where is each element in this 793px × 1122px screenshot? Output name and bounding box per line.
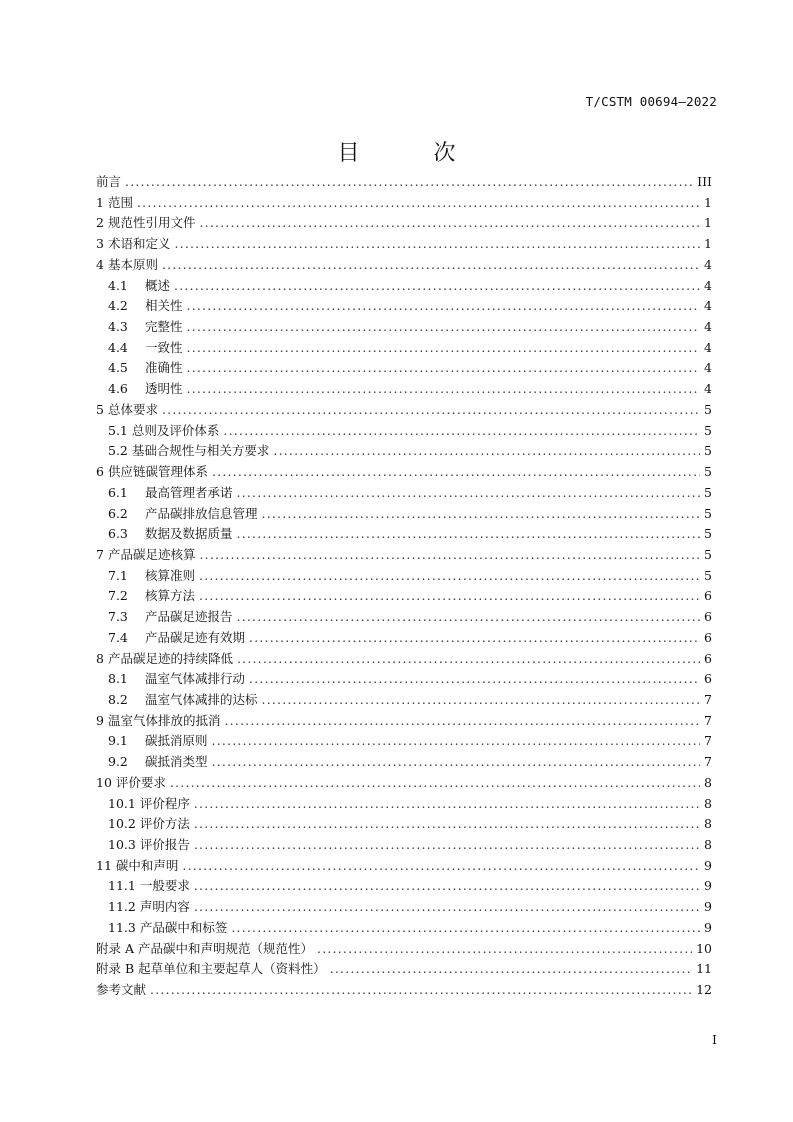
toc-entry-number: 10.1 — [108, 795, 136, 811]
toc-entry-label — [108, 483, 233, 504]
toc-entry-number: 10.2 — [108, 816, 136, 832]
toc-entry-number: 7.3 — [108, 609, 128, 625]
toc-entry-title: 碳抵消类型 — [145, 754, 208, 770]
toc-entry-label — [108, 441, 269, 462]
toc-entry-label — [96, 980, 146, 1001]
toc-entry-number: 6.3 — [108, 526, 128, 542]
toc-entry-page: 11 — [696, 961, 712, 977]
toc-entry-number: 9.1 — [108, 733, 128, 749]
toc-entry-number: 4.2 — [108, 298, 128, 314]
toc-entry-page: 5 — [704, 464, 712, 480]
toc-dot-leader — [237, 524, 701, 545]
toc-entry-page: 4 — [704, 339, 712, 355]
toc-entry-title: 产品碳足迹核算 — [107, 546, 196, 562]
toc-dot-leader — [194, 897, 700, 918]
toc-entry-number: 9 — [96, 712, 104, 728]
toc-entry[interactable] — [96, 669, 712, 690]
toc-entry[interactable] — [96, 421, 712, 442]
toc-entry-title: 总体要求 — [107, 401, 158, 417]
toc-entry-label — [96, 172, 121, 193]
toc-entry[interactable] — [96, 897, 712, 918]
toc-dot-leader — [182, 856, 700, 877]
toc-dot-leader — [249, 669, 700, 690]
toc-entry-label — [108, 876, 190, 897]
toc-entry-page: 5 — [704, 505, 712, 521]
toc-entry-page: 8 — [704, 774, 712, 790]
toc-dot-leader — [249, 628, 700, 649]
toc-entry-title: 供应链碳管理体系 — [107, 464, 208, 480]
toc-entry-title: 温室气体减排行动 — [145, 671, 246, 687]
toc-entry-number: 4 — [96, 256, 104, 272]
toc-entry-label — [96, 649, 233, 670]
toc-entry-number: 7 — [96, 546, 104, 562]
toc-entry-label — [108, 607, 233, 628]
toc-entry[interactable] — [96, 193, 712, 214]
toc-entry-number: 4.3 — [108, 319, 128, 335]
toc-entry[interactable] — [96, 690, 712, 711]
toc-entry[interactable] — [96, 545, 712, 566]
toc-dot-leader — [187, 317, 701, 338]
toc-dot-leader — [199, 213, 700, 234]
toc-entry-label — [108, 669, 245, 690]
toc-entry-label — [108, 918, 227, 939]
toc-entry-page: 5 — [704, 443, 712, 459]
toc-entry[interactable] — [96, 504, 712, 525]
toc-entry-page: 9 — [704, 857, 712, 873]
toc-entry-label — [96, 939, 313, 960]
toc-entry-page: 12 — [696, 982, 712, 998]
toc-entry-number: 1 — [96, 194, 104, 210]
toc-entry[interactable] — [96, 400, 712, 421]
toc-entry-title: 术语和定义 — [107, 236, 171, 252]
toc-entry-title: 完整性 — [145, 319, 183, 335]
toc-entry-page: 6 — [704, 650, 712, 666]
toc-entry-label — [96, 856, 178, 877]
toc-entry[interactable] — [96, 317, 712, 338]
toc-entry-title: 碳抵消原则 — [145, 733, 208, 749]
toc-dot-leader — [212, 752, 701, 773]
toc-dot-leader — [125, 172, 693, 193]
toc-entry[interactable] — [96, 234, 712, 255]
toc-entry-number: 4.6 — [108, 381, 128, 397]
toc-entry-page: 7 — [704, 691, 712, 707]
toc-entry-page: 8 — [704, 816, 712, 832]
toc-dot-leader — [194, 876, 700, 897]
toc-entry-number: 10 — [96, 774, 112, 790]
toc-dot-leader — [187, 379, 701, 400]
toc-entry-title: 碳中和声明 — [115, 857, 179, 873]
toc-entry-label — [108, 690, 258, 711]
toc-entry[interactable] — [96, 628, 712, 649]
toc-entry-number: 5.1 — [108, 422, 128, 438]
toc-entry-page: 4 — [704, 360, 712, 376]
toc-entry-number: 8.2 — [108, 691, 128, 707]
toc-entry-title: 准确性 — [145, 360, 183, 376]
toc-entry-title: 一致性 — [145, 339, 183, 355]
toc-dot-leader — [262, 504, 701, 525]
toc-entry-title: 产品碳足迹有效期 — [145, 629, 246, 645]
toc-entry[interactable] — [96, 483, 712, 504]
toc-entry-page: 9 — [704, 899, 712, 915]
toc-entry-number: 8 — [96, 650, 104, 666]
toc-entry[interactable] — [96, 607, 712, 628]
toc-entry-title: 声明内容 — [139, 899, 190, 915]
toc-dot-leader — [317, 939, 692, 960]
toc-entry-page: 5 — [704, 484, 712, 500]
toc-entry[interactable] — [96, 566, 712, 587]
toc-entry-page: 4 — [704, 298, 712, 314]
toc-entry-label — [108, 566, 195, 587]
toc-entry-title: 最高管理者承诺 — [145, 484, 233, 500]
toc-entry[interactable] — [96, 255, 712, 276]
toc-entry-number: 10.3 — [108, 837, 136, 852]
toc-entry-label — [108, 358, 183, 379]
toc-dot-leader — [212, 731, 701, 752]
toc-entry-page: 5 — [704, 422, 712, 438]
toc-dot-leader — [187, 358, 701, 379]
toc-entry-page: 9 — [704, 878, 712, 894]
toc-entry-number: 4.5 — [108, 360, 128, 376]
toc-entry[interactable] — [96, 794, 712, 815]
toc-dot-leader — [212, 462, 700, 483]
toc-entry[interactable] — [96, 959, 712, 980]
toc-entry-page: 4 — [704, 319, 712, 335]
toc-entry-title: 总则及评价体系 — [131, 422, 220, 438]
toc-entry-label — [108, 504, 258, 525]
toc-dot-leader — [150, 980, 692, 1001]
toc-entry-page: 5 — [704, 546, 712, 562]
toc-entry-label — [96, 400, 158, 421]
toc-entry-page: 7 — [704, 754, 712, 770]
toc-entry-label — [108, 731, 208, 752]
toc-entry[interactable] — [96, 980, 712, 1001]
toc-entry-title: 规范性引用文件 — [107, 215, 196, 231]
toc-entry-title: 产品碳中和声明规范（规范性） — [138, 940, 314, 956]
toc-entry-title: 数据及数据质量 — [145, 526, 233, 542]
toc-entry-number: 11.2 — [108, 899, 136, 915]
toc-entry-label — [108, 338, 183, 359]
toc-entry-page: 7 — [704, 733, 712, 749]
toc-entry-title: 产品碳足迹的持续降低 — [107, 650, 233, 666]
toc-entry[interactable] — [96, 649, 712, 670]
toc-entry-number: 3 — [96, 236, 104, 252]
toc-entry-label — [108, 752, 208, 773]
toc-entry-number: 2 — [96, 215, 104, 231]
toc-entry-number: 7.4 — [108, 629, 128, 645]
toc-entry[interactable] — [96, 918, 712, 939]
toc-entry-page: 6 — [704, 609, 712, 625]
toc-entry[interactable] — [96, 441, 712, 462]
toc-dot-leader — [237, 607, 701, 628]
toc-entry[interactable] — [96, 338, 712, 359]
toc-entry-label — [108, 794, 190, 815]
toc-entry[interactable] — [96, 213, 712, 234]
toc-entry-number: 附录 A — [96, 940, 135, 956]
toc-entry-title: 基础合规性与相关方要求 — [131, 443, 270, 459]
toc-entry-label — [96, 959, 326, 980]
toc-entry-title: 评价方法 — [139, 816, 190, 832]
toc-entry[interactable] — [96, 856, 712, 877]
toc-dot-leader — [174, 234, 700, 255]
toc-entry-title: 评价程序 — [139, 795, 190, 811]
toc-dot-leader — [194, 835, 700, 856]
toc-entry-page: 5 — [704, 526, 712, 542]
toc-entry-label — [108, 814, 190, 835]
toc-entry-title: 核算准则 — [145, 567, 196, 583]
toc-entry[interactable] — [96, 379, 712, 400]
toc-entry-number: 附录 B — [96, 961, 135, 977]
toc-entry-title: 参考文献 — [96, 982, 147, 998]
toc-entry[interactable] — [96, 524, 712, 545]
toc-dot-leader — [231, 918, 700, 939]
toc-dot-leader — [170, 773, 700, 794]
toc-entry-title: 产品碳足迹报告 — [145, 609, 233, 625]
toc-entry-title: 前言 — [96, 174, 122, 189]
toc-dot-leader — [262, 690, 701, 711]
toc-dot-leader — [237, 483, 701, 504]
toc-entry-number: 5 — [96, 401, 104, 417]
toc-entry-page: 4 — [704, 256, 712, 272]
toc-entry[interactable] — [96, 462, 712, 483]
toc-entry[interactable] — [96, 731, 712, 752]
toc-entry-number: 4.1 — [108, 277, 128, 293]
toc-entry[interactable] — [96, 752, 712, 773]
toc-entry-label — [96, 545, 195, 566]
toc-entry-page: 7 — [704, 712, 712, 728]
toc-dot-leader — [162, 255, 700, 276]
toc-dot-leader — [194, 794, 700, 815]
toc-entry-page: 6 — [704, 671, 712, 687]
toc-dot-leader — [273, 441, 700, 462]
toc-entry-page: 10 — [696, 940, 712, 956]
toc-entry-page: 1 — [704, 236, 712, 252]
toc-entry[interactable] — [96, 939, 712, 960]
toc-entry-page: 6 — [704, 588, 712, 604]
toc-entry-label — [96, 255, 158, 276]
toc-entry-title: 评价要求 — [115, 774, 166, 790]
document-code: T/CSTM 00694—2022 — [585, 94, 717, 109]
toc-entry-page: 1 — [704, 194, 712, 210]
toc-entry-label — [96, 711, 220, 732]
toc-entry[interactable] — [96, 586, 712, 607]
table-of-contents — [96, 172, 712, 1001]
toc-dot-leader — [224, 711, 700, 732]
toc-entry-title: 范围 — [107, 194, 133, 210]
toc-entry-number: 7.1 — [108, 567, 128, 583]
toc-entry[interactable] — [96, 773, 712, 794]
toc-dot-leader — [194, 814, 700, 835]
toc-entry-label — [108, 379, 183, 400]
toc-entry-page: 8 — [704, 795, 712, 811]
toc-entry[interactable] — [96, 814, 712, 835]
toc-entry-title: 评价报告 — [139, 837, 190, 852]
toc-entry-number: 5.2 — [108, 443, 128, 459]
toc-entry-page: 5 — [704, 567, 712, 583]
toc-entry-number: 6.1 — [108, 484, 128, 500]
toc-entry-title: 产品碳中和标签 — [139, 919, 228, 935]
toc-entry[interactable] — [96, 876, 712, 897]
toc-entry-label — [96, 234, 170, 255]
toc-entry-number: 4.4 — [108, 339, 128, 355]
toc-entry-label — [96, 462, 208, 483]
toc-entry-title: 相关性 — [145, 298, 183, 314]
toc-entry-page: 1 — [704, 215, 712, 231]
toc-entry-page: III — [697, 174, 712, 189]
toc-entry-label — [108, 586, 195, 607]
toc-entry-label — [108, 317, 183, 338]
toc-entry-number: 9.2 — [108, 754, 128, 770]
toc-entry-label — [108, 628, 245, 649]
toc-entry-page: 8 — [704, 837, 712, 852]
toc-entry-title: 透明性 — [145, 381, 183, 397]
toc-entry-label — [108, 835, 190, 856]
toc-entry-label — [108, 897, 190, 918]
toc-entry-number: 6 — [96, 464, 104, 480]
toc-dot-leader — [137, 193, 700, 214]
toc-entry-label — [96, 773, 166, 794]
toc-entry-number: 7.2 — [108, 588, 128, 604]
page-number: I — [712, 1032, 717, 1047]
toc-entry[interactable] — [96, 711, 712, 732]
toc-dot-leader — [330, 959, 692, 980]
toc-entry[interactable] — [96, 276, 712, 297]
toc-entry-page: 9 — [704, 919, 712, 935]
toc-entry[interactable] — [96, 835, 712, 856]
toc-dot-leader — [199, 586, 700, 607]
toc-entry-page: 5 — [704, 401, 712, 417]
toc-entry-title: 温室气体减排的达标 — [145, 691, 258, 707]
toc-dot-leader — [187, 338, 701, 359]
toc-dot-leader — [174, 276, 700, 297]
toc-entry-label — [96, 193, 133, 214]
page-title: 目 次 — [337, 141, 482, 166]
toc-dot-leader — [162, 400, 700, 421]
toc-entry-title: 一般要求 — [139, 878, 190, 894]
toc-entry-number: 8.1 — [108, 671, 128, 687]
toc-entry-title: 起草单位和主要起草人（资料性） — [138, 961, 326, 977]
toc-entry-label — [96, 213, 195, 234]
toc-entry-number: 6.2 — [108, 505, 128, 521]
toc-dot-leader — [199, 545, 700, 566]
toc-entry-page: 6 — [704, 629, 712, 645]
toc-entry-label — [108, 421, 219, 442]
toc-entry-label — [108, 276, 170, 297]
toc-dot-leader — [199, 566, 700, 587]
toc-entry[interactable] — [96, 172, 712, 193]
toc-entry[interactable] — [96, 296, 712, 317]
toc-entry-title: 产品碳排放信息管理 — [145, 505, 258, 521]
toc-dot-leader — [237, 649, 700, 670]
toc-dot-leader — [223, 421, 700, 442]
toc-dot-leader — [187, 296, 701, 317]
toc-entry-title: 基本原则 — [107, 256, 158, 272]
toc-entry-page: 4 — [704, 381, 712, 397]
toc-entry-label — [108, 296, 183, 317]
toc-entry-title: 核算方法 — [145, 588, 196, 604]
toc-entry-label — [108, 524, 233, 545]
toc-entry[interactable] — [96, 358, 712, 379]
toc-entry-number: 11.1 — [108, 878, 136, 894]
toc-entry-number: 11 — [96, 857, 112, 873]
toc-entry-page: 4 — [704, 277, 712, 293]
toc-entry-number: 11.3 — [108, 919, 136, 935]
toc-entry-title: 温室气体排放的抵消 — [107, 712, 221, 728]
toc-entry-title: 概述 — [145, 277, 171, 293]
